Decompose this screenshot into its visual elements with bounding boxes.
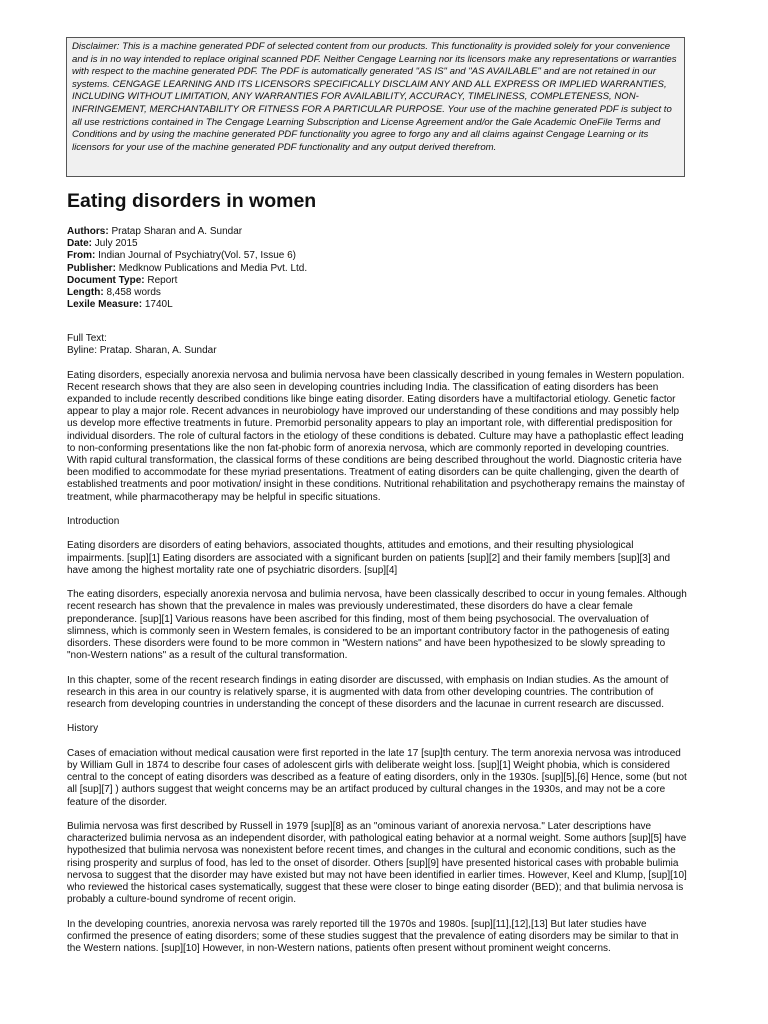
article-body	[67, 333, 691, 967]
meta-length-label: Length:	[67, 287, 104, 299]
disclaimer-box	[66, 37, 685, 177]
disclaimer-text: Disclaimer: This is a machine generated PDF of selected content from our products. This functionality is provided solely for your convenience and is in no way intended to replace original scanned PDF. Neither Cengage Learning nor its licensors make any representations or warranties with respect to the machine generated PDF. The PDF is automatically generated "AS IS" and "AS AVAILABLE" and are not retained in our systems. CENGAGE LEARNING AND ITS LICENSORS SPECIFICALLY DISCLAIM ANY AND ALL EXPRESS OR IMPLIED WARRANTIES, INCLUDING WITHOUT LIMITATION, ANY WARRANTIES FOR AVAILABILITY, ACCURACY, TIMELINESS, COMPLETENESS, NON-INFRINGEMENT, MERCHANTABILITY OR FITNESS FOR A PARTICULAR PURPOSE. Your use of the machine generated PDF is subject to all use restrictions contained in The Cengage Learning Subscription and License Agreement and/or the Gale Academic OneFile Terms and Conditions and by using the machine generated PDF functionality you agree to forgo any and all claims against Cengage Learning or its licensors for your use of the machine generated PDF functionality and any output derived therefrom.	[72, 41, 677, 153]
paragraph: Cases of emaciation without medical causation were first reported in the late 17 [sup]th century. The term anorexia nervosa was introduced by William Gull in 1874 to describe four cases of adolescent girls with deliberate weight loss. [sup][1] Weight phobia, which is considered central to the concept of eating disorders was described as a feature of eating disorders, only in the 1930s. [sup][5],[6] Hence, some (but not all [sup][7] ) authors suggest that weight concerns may be an artifact produced by cultural changes in the 1930s, and may not be a core feature of the disorder.	[67, 747, 687, 808]
meta-length	[67, 287, 687, 299]
meta-lexile-value: 1740L	[144, 299, 173, 311]
meta-authors	[67, 226, 687, 238]
meta-length-value: 8,458 words	[106, 287, 161, 299]
abstract-paragraph: Eating disorders, especially anorexia nervosa and bulimia nervosa have been classically described in young females in Western population. Recent research shows that they are also seen in developing countries including India. The classification of eating disorders has been expanded to include recently described conditions like binge eating disorder. Eating disorders have a multifactorial etiology. Genetic factor appear to play a major role. Recent advances in neurobiology have improved our understanding of these conditions and may possibly help us develop more effective treatments in future. Premorbid personality appears to play an important role, with differential predisposition for individual disorders. The role of cultural factors in the etiology of these conditions is debated. Culture may have a pathoplastic effect leading to non-conforming presentations like the non fat-phobic form of anorexia nervosa, which are commonly reported in developing countries. With rapid cultural transformation, the classical forms of these conditions are being described throughout the world. Diagnostic criteria have been modified to accommodate for these myriad presentations. Treatment of eating disorders can be quite challenging, given the dearth of established treatments and poor motivation/ insight in these conditions. Nutritional rehabilitation and psychotherapy remains the mainstay of treatment, while pharmacotherapy may be helpful in specific situations.	[67, 369, 685, 503]
full-text-header	[67, 333, 691, 357]
meta-publisher-label: Publisher:	[67, 262, 116, 274]
byline: Byline: Pratap. Sharan, A. Sundar	[67, 345, 217, 357]
meta-from-label: From:	[67, 250, 96, 262]
meta-date-label: Date:	[67, 238, 93, 250]
section-heading-history: History	[67, 723, 99, 735]
meta-date-value: July 2015	[94, 238, 138, 250]
paragraph: In the developing countries, anorexia nervosa was rarely reported till the 1970s and 1980s. [sup][11],[12],[13] But later studies have confirmed the presence of eating disorders; some of these studies suggest that the prevalence of eating disorders may be similar to that in the Western nations. [sup][10] However, in non-Western nations, patients often present without prominent weight concerns.	[67, 918, 679, 955]
article-title: Eating disorders in women	[67, 190, 317, 212]
paragraph: In this chapter, some of the recent research findings in eating disorder are discussed, with emphasis on Indian studies. As the amount of research in this area in our country is relatively sparse, it is augmented with data from other developing countries. The contribution of research from developing countries in understanding the concept of these disorders and the lacunae in current research are discussed.	[67, 674, 669, 711]
meta-doctype-label: Document Type:	[67, 274, 145, 286]
meta-from-value: Indian Journal of Psychiatry(Vol. 57, Issue 6)	[98, 250, 297, 262]
meta-publisher-value: Medknow Publications and Media Pvt. Ltd.	[118, 262, 308, 274]
full-text-label: Full Text:	[67, 333, 107, 344]
meta-date	[67, 238, 687, 250]
meta-from	[67, 250, 687, 262]
section-heading-introduction: Introduction	[67, 516, 120, 528]
paragraph: Bulimia nervosa was first described by Russell in 1979 [sup][8] as an "ominous variant of anorexia nervosa." Later descriptions have characterized bulimia nervosa as an independent disorder, with pathological eating behavior at a normal weight. Some authors [sup][5] have hypothesized that bulimia nervosa was nonexistent before recent times, and changes in the cultural and economic conditions, such as the rising prosperity and surplus of food, has led to the onset of disorder. Others [sup][9] have presented historical cases with probable bulimia nervosa to suggest that the disorder may have existed but may not have been identified in earlier times. However, Keel and Klump, [sup][10] who reviewed the historical cases systematically, suggest that these were closer to binge eating disorder (BED); and that bulimia nervosa is probably a culture-bound syndrome of recent origin.	[67, 821, 687, 906]
paragraph: The eating disorders, especially anorexia nervosa and bulimia nervosa, have been classically described to occur in young females. Although recent research has shown that the prevalence in males was previously underestimated, these disorders do have a clear female preponderance. [sup][1] Various reasons have been ascribed for this finding, most of them being psychosocial. The overvaluation of slimness, which is commonly seen in Western females, is considered to be an important contributory factor in the pathogenesis of eating disorders. These disorders were found to be more common in "Western nations" and have been hypothesized to be slowly spreading to "non-Western nations" as a result of the cultural transformation.	[67, 589, 687, 662]
meta-document-type	[67, 275, 687, 287]
meta-authors-value: Pratap Sharan and A. Sundar	[111, 226, 243, 237]
meta-authors-label: Authors:	[67, 226, 109, 237]
meta-lexile-label: Lexile Measure:	[67, 299, 143, 311]
meta-publisher	[67, 263, 687, 275]
meta-doctype-value: Report	[147, 274, 178, 286]
article-metadata	[67, 226, 687, 311]
meta-lexile	[67, 299, 687, 311]
paragraph: Eating disorders are disorders of eating behaviors, associated thoughts, attitudes and emotions, and their resulting physiological impairments. [sup][1] Eating disorders are associated with a significant burden on patients [sup][2] and their family members [sup][3] and have among the highest mortality rate one of psychiatric disorders. [sup][4]	[67, 540, 671, 576]
